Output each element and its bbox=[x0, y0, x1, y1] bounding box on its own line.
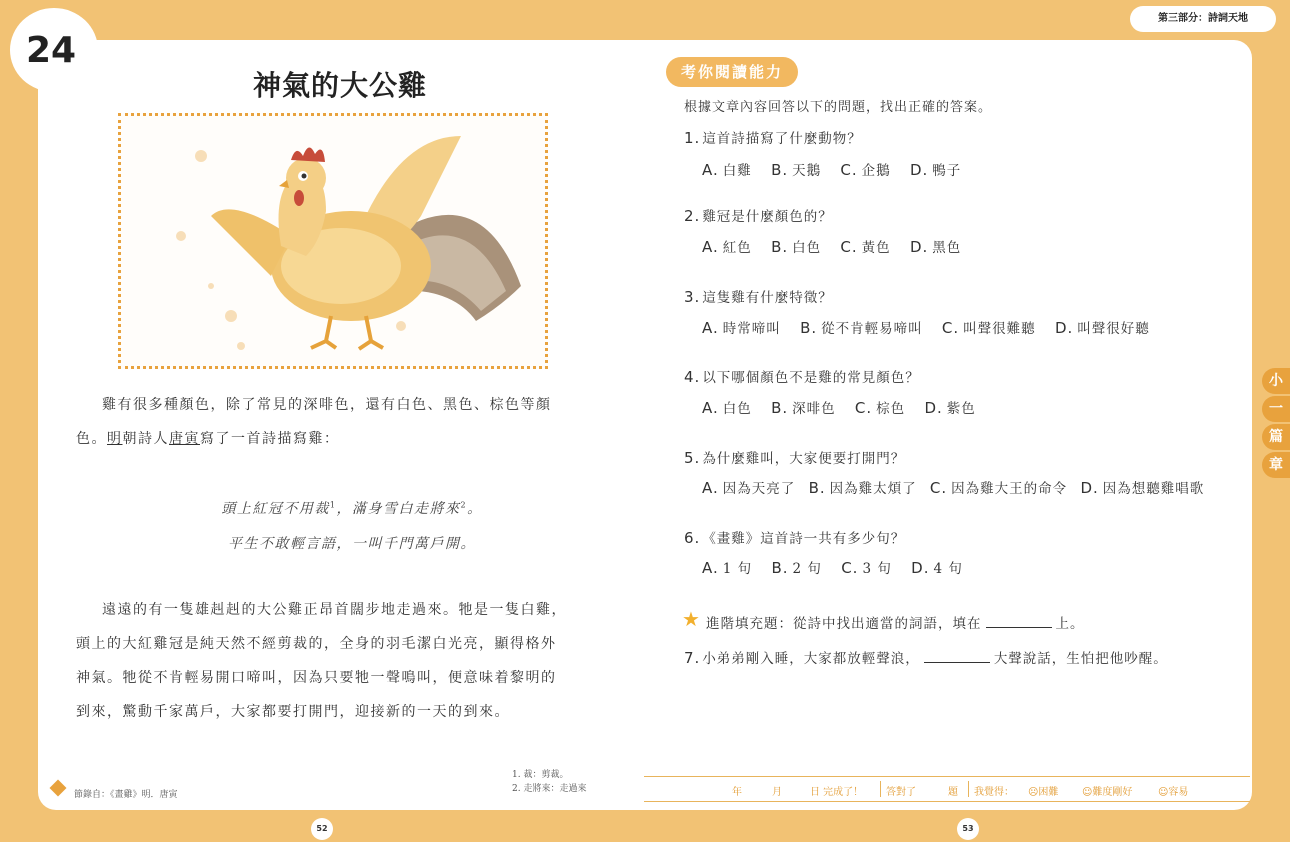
divider bbox=[880, 781, 881, 797]
difficult-option[interactable]: ☹困難 bbox=[1028, 787, 1059, 798]
option-d[interactable]: D. 紫色 bbox=[924, 399, 976, 417]
question-number: 6. bbox=[684, 529, 701, 547]
question-text: 大聲說話，生怕把他吵醒。 bbox=[993, 651, 1168, 667]
question-5 bbox=[684, 447, 905, 467]
footnote-list bbox=[512, 768, 586, 796]
question-4-options bbox=[702, 397, 990, 417]
story-line-3: 神氣。牠從不肯輕易開口啼叫，因為只要牠一聲鳴叫，便意味着黎明的 bbox=[76, 670, 557, 686]
story-line-4: 到來，驚動千家萬戶，大家都要打開門，迎接新的一天的到來。 bbox=[76, 704, 510, 720]
page-number-right: 53 bbox=[957, 818, 979, 840]
advanced-instruction: 進階填充題：從詩中找出適當的詞語，填在 上。 bbox=[706, 616, 1085, 632]
question-4 bbox=[684, 366, 920, 386]
option-d[interactable]: D. 黑色 bbox=[909, 238, 962, 256]
page-number-left: 52 bbox=[311, 818, 333, 840]
question-6-options bbox=[702, 557, 977, 577]
question-text: 這首詩描寫了什麼動物？ bbox=[702, 131, 862, 147]
story-line-1: 遠遠的有一隻雄赳赳的大公雞正昂首闊步地走過來。牠是一隻白雞， bbox=[102, 602, 567, 618]
option-c[interactable]: C. 黃色 bbox=[840, 238, 891, 256]
option-c[interactable]: C. 因為雞大王的命令 bbox=[929, 479, 1068, 497]
poem-text: 頭上紅冠不用裁 bbox=[221, 501, 330, 517]
dynasty-name: 明 bbox=[107, 431, 123, 447]
option-a[interactable]: A. 白雞 bbox=[702, 161, 752, 179]
side-tab-char: 小 bbox=[1262, 368, 1290, 394]
blank-line bbox=[986, 627, 1052, 628]
poem-line-2: 平生不敢輕言語，一叫千門萬戶開。 bbox=[228, 536, 476, 552]
option-c[interactable]: C. 3 句 bbox=[841, 559, 892, 577]
question-number: 7. bbox=[684, 649, 701, 667]
option-a[interactable]: A. 紅色 bbox=[702, 238, 752, 256]
intro-text-line-1: 雞有很多種顏色，除了常見的深啡色，還有白色、黑色、棕色等顏 bbox=[102, 397, 552, 413]
question-2-options bbox=[702, 236, 975, 256]
question-number: 2. bbox=[684, 207, 701, 225]
question-number: 1. bbox=[684, 129, 701, 147]
option-b[interactable]: B. 從不肯輕易啼叫 bbox=[800, 319, 923, 337]
lesson-number: 24 bbox=[26, 30, 77, 71]
option-a[interactable]: A. 時常啼叫 bbox=[702, 319, 781, 337]
intro-text: 色。 bbox=[76, 431, 107, 447]
question-2 bbox=[684, 205, 833, 225]
option-a[interactable]: A. 1 句 bbox=[702, 559, 753, 577]
month-label: 月 bbox=[772, 787, 782, 798]
poem-line-1 bbox=[52, 498, 652, 518]
footnote-marker: 2 bbox=[460, 500, 468, 510]
feeling-label: 我覺得： bbox=[974, 787, 1014, 798]
poem-text: 。 bbox=[467, 501, 483, 517]
answer-blank[interactable] bbox=[924, 662, 990, 663]
section-label: 考你閱讀能力 bbox=[666, 57, 798, 87]
instruction-text: 根據文章內容回答以下的問題，找出正確的答案。 bbox=[684, 100, 993, 115]
intro-text-line-2 bbox=[76, 422, 616, 456]
question-number: 4. bbox=[684, 368, 701, 386]
option-c[interactable]: C. 棕色 bbox=[854, 399, 906, 417]
section-header-tag: 第三部分：詩詞天地 bbox=[1130, 6, 1276, 32]
poem-text: ，滿身雪白走將來 bbox=[336, 501, 461, 517]
rooster-illustration bbox=[118, 113, 548, 369]
option-d[interactable]: D. 鴨子 bbox=[909, 161, 962, 179]
question-text: 這隻雞有什麼特徵？ bbox=[702, 290, 833, 306]
question-5-options bbox=[702, 477, 1204, 497]
easy-option[interactable]: ☺容易 bbox=[1158, 787, 1189, 798]
completion-bar bbox=[644, 776, 1250, 802]
option-b[interactable]: B. 深啡色 bbox=[771, 399, 836, 417]
question-3-options bbox=[702, 317, 1164, 337]
divider bbox=[968, 781, 969, 797]
footnote-item: 2. 走將來：走過來 bbox=[512, 784, 587, 794]
footnote-item: 1. 裁：剪裁。 bbox=[512, 770, 569, 780]
question-1 bbox=[684, 127, 862, 147]
option-a[interactable]: A. 白色 bbox=[702, 399, 752, 417]
option-c[interactable]: C. 企鵝 bbox=[840, 161, 891, 179]
option-b[interactable]: B. 天鵝 bbox=[771, 161, 822, 179]
correct-label: 答對了 bbox=[886, 787, 916, 798]
ok-option[interactable]: ☺難度剛好 bbox=[1082, 787, 1133, 798]
question-7 bbox=[684, 647, 1168, 667]
question-unit-label: 題 bbox=[948, 787, 958, 798]
question-6 bbox=[684, 527, 905, 547]
option-d[interactable]: D. 叫聲很好聽 bbox=[1054, 319, 1150, 337]
side-tab-char: 一 bbox=[1262, 396, 1290, 422]
question-text: 小弟弟剛入睡，大家都放輕聲浪， bbox=[702, 651, 920, 667]
story-line-2: 頭上的大紅雞冠是純天然不經剪裁的，全身的羽毛潔白光亮，顯得格外 bbox=[76, 636, 557, 652]
footnote-marker: 1 bbox=[329, 500, 337, 510]
side-tab-char: 篇 bbox=[1262, 424, 1290, 450]
source-note: 節錄自：《畫雞》明．唐寅 bbox=[74, 790, 178, 800]
intro-text: 朝詩人 bbox=[122, 431, 169, 447]
option-b[interactable]: B. 白色 bbox=[771, 238, 822, 256]
option-c[interactable]: C. 叫聲很難聽 bbox=[941, 319, 1036, 337]
question-3 bbox=[684, 286, 833, 306]
option-b[interactable]: B. 因為雞太煩了 bbox=[808, 479, 917, 497]
day-done-label: 日 完成了！ bbox=[810, 787, 864, 798]
rooster-icon bbox=[121, 116, 545, 366]
poet-name: 唐寅 bbox=[169, 431, 200, 447]
year-label: 年 bbox=[732, 787, 742, 798]
question-number: 5. bbox=[684, 449, 701, 467]
question-text: 雞冠是什麼顏色的？ bbox=[702, 209, 833, 225]
question-text: 《畫雞》這首詩一共有多少句？ bbox=[702, 531, 906, 547]
page-title: 神氣的大公雞 bbox=[252, 69, 427, 102]
question-text: 為什麼雞叫，大家便要打開門？ bbox=[702, 451, 906, 467]
question-1-options bbox=[702, 159, 975, 179]
option-b[interactable]: B. 2 句 bbox=[771, 559, 822, 577]
intro-text: 寫了一首詩描寫雞： bbox=[200, 431, 340, 447]
side-tab-char: 章 bbox=[1262, 452, 1290, 478]
question-text: 以下哪個顏色不是雞的常見顏色？ bbox=[702, 370, 920, 386]
star-icon: ★ bbox=[682, 607, 700, 631]
question-number: 3. bbox=[684, 288, 701, 306]
option-d[interactable]: D. 因為想聽雞唱歌 bbox=[1080, 479, 1205, 497]
option-d[interactable]: D. 4 句 bbox=[911, 559, 963, 577]
option-a[interactable]: A. 因為天亮了 bbox=[702, 479, 796, 497]
right-page bbox=[642, 40, 1252, 810]
